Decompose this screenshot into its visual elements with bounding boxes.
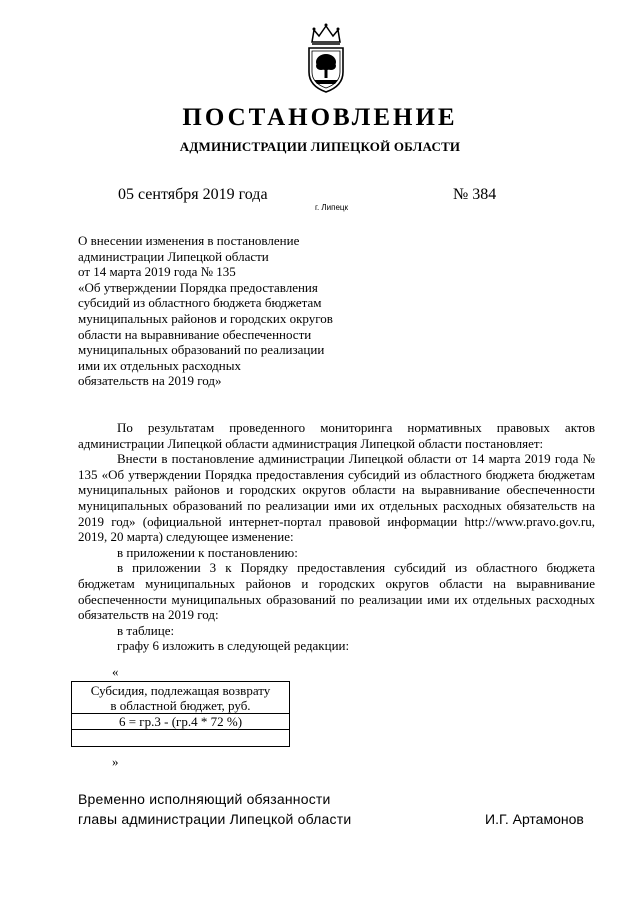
subject-line: субсидий из областного бюджета бюджетам <box>78 295 322 311</box>
subject-line: «Об утверждении Порядка предоставления <box>78 279 318 295</box>
subject-line: муниципальных районов и городских округов <box>78 310 333 326</box>
document-body <box>78 420 595 654</box>
document-title: ПОСТАНОВЛЕНИЕ <box>182 104 458 131</box>
table-empty-cell <box>72 730 290 747</box>
body-paragraph: в таблице: <box>117 622 175 638</box>
coat-of-arms-icon <box>304 22 348 94</box>
signatory-position <box>78 789 351 829</box>
subject-line: области на выравнивание обеспеченности <box>78 326 312 342</box>
subject-line: муниципальных образований по реализации <box>78 342 325 358</box>
document-issuer: АДМИНИСТРАЦИИ ЛИПЕЦКОЙ ОБЛАСТИ <box>179 139 461 154</box>
header-line: Субсидия, подлежащая возврату <box>90 682 271 698</box>
document-city: г. Липецк <box>315 203 348 212</box>
table-row <box>72 714 290 730</box>
table-formula-cell: 6 = гр.3 - (гр.4 * 72 %) <box>72 714 290 730</box>
subject-line: администрации Липецкой области <box>78 248 269 264</box>
document-number: № 384 <box>453 186 497 203</box>
header-line: в областной бюджет, руб. <box>110 697 251 713</box>
opening-quote: « <box>112 664 119 679</box>
table-header-cell <box>72 682 290 714</box>
body-paragraph: Внести в постановление администрации Липецкой области от 14 марта 2019 года № 135 «Об утверждении Порядка предоставления субсидий из областного бюджета бюджетам муниципальных районов и городских округов области на выравнивание обеспеченности муниципальных образований по реализации ими их отдельных расходных обязательств на 2019 год» (официальной интернет-портал правовой информации http://www.pravo.gov.ru, 2019, 20 марта) следующее изменение: <box>78 451 595 545</box>
table-row <box>72 682 290 714</box>
position-line: главы администрации Липецкой области <box>78 811 352 827</box>
document-subject <box>78 233 398 389</box>
subject-line: ими их отдельных расходных <box>78 357 241 373</box>
signatory-name: И.Г. Артамонов <box>485 811 584 827</box>
closing-quote: » <box>112 754 119 769</box>
table-row <box>72 730 290 747</box>
body-paragraph: в приложении 3 к Порядку предоставления субсидий из областного бюджета бюджетам муниципальных районов и городских округов области на выравнивание обеспеченности муниципальных образований по реализации ими их отдельных расходных обязательств на 2019 год: <box>78 560 595 623</box>
subject-line: от 14 марта 2019 года № 135 <box>78 264 236 280</box>
body-paragraph: графу 6 изложить в следующей редакции: <box>117 638 350 654</box>
document-date: 05 сентября 2019 года <box>118 186 268 203</box>
body-paragraph: По результатам проведенного мониторинга нормативных правовых актов администрации Липецкой области администрация Липецкой области постановляет: <box>78 420 595 451</box>
body-paragraph: в приложении к постановлению: <box>117 544 298 560</box>
subject-line: О внесении изменения в постановление <box>78 233 300 248</box>
position-line: Временно исполняющий обязанности <box>78 791 331 807</box>
amendment-table <box>71 681 290 747</box>
subject-line: обязательств на 2019 год» <box>78 373 222 389</box>
